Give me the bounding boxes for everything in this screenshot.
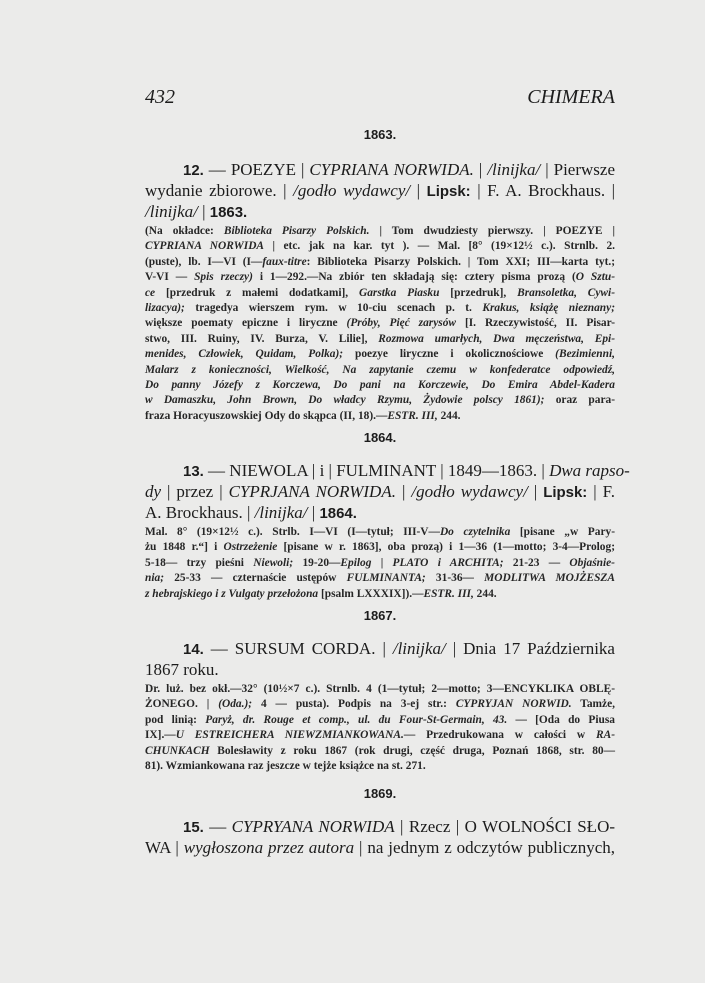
text-run: [pisane w r. 1863], oba prozą) i 1—36 (1—motto; 3-4—Prolog; — [277, 541, 615, 554]
text-line — [145, 587, 615, 602]
text-run: ESTR. III, — [423, 587, 474, 600]
text-line — [145, 556, 615, 571]
text-run: [I. Rzeczywistość, II. Pisar- — [456, 317, 615, 330]
text-line — [145, 239, 615, 254]
text-run: Lipsk: — [543, 484, 588, 502]
text-run: | etc. jak na kar. tyt ). — Mal. [8° (19×12½ c.). Strnlb. 2. — [264, 240, 615, 253]
text-run: | — [395, 482, 412, 502]
text-run: większe poematy epiczne i liryczne — [145, 317, 347, 330]
text-run: dy — [145, 482, 162, 502]
text-run: /linijka/ — [145, 202, 198, 221]
text-run: Bransoletka, Cywi- — [517, 286, 615, 299]
text-line — [145, 659, 615, 680]
text-line — [145, 393, 615, 408]
text-run: z hebrajskiego i z Vulgaty przełożona — [145, 587, 319, 600]
page-header — [145, 86, 615, 110]
text-run: (Oda.); — [218, 698, 253, 711]
text-line — [145, 744, 615, 759]
text-run: nia; — [145, 572, 164, 585]
text-line — [145, 481, 615, 502]
text-run: 31-36— — [425, 572, 485, 585]
text-run: 14. — [183, 641, 204, 659]
text-run: 1867 roku. — [145, 660, 219, 680]
text-run: fraza Horacyuszowskiej Ody do skąpca (II, 18).— — [145, 409, 388, 422]
text-run: faux-titre — [262, 255, 307, 268]
text-run: /linijka/ — [487, 160, 541, 179]
text-run: : Biblioteka Pisarzy Polskich. | Tom XXI; III—karta tyt.; — [306, 255, 615, 268]
text-run: Do czytelnika — [439, 526, 511, 539]
text-line — [145, 332, 615, 347]
text-run: 5-18— trzy pieśni — [145, 556, 254, 569]
text-line — [145, 270, 615, 285]
text-run: | — [307, 503, 320, 523]
text-run: Lipsk: — [426, 183, 471, 200]
text-run: Tamże, — [571, 698, 615, 711]
text-run: ESTR. III, — [387, 409, 438, 422]
text-run: 1863. — [209, 204, 248, 221]
year-section — [145, 127, 615, 424]
text-run: | Dnia 17 Października — [445, 639, 615, 659]
text-run: 1864. — [319, 505, 357, 523]
text-run: | — [473, 160, 488, 179]
text-run: | Pierwsze — [540, 160, 615, 179]
year-section — [145, 430, 630, 602]
entry-description — [145, 682, 615, 774]
text-run: 4 — pusta). Podpis na 3-ej str.: — [252, 698, 456, 711]
year-heading: 1863. — [363, 127, 397, 142]
text-run: żu 1848 r.“] i — [145, 541, 224, 554]
text-run: 244. — [473, 587, 497, 600]
year-section — [145, 608, 615, 774]
text-run: — SURSUM CORDA. | — [203, 639, 393, 659]
text-line — [145, 460, 630, 481]
text-run: Spis rzeczy) — [194, 271, 253, 284]
text-run: | przez | — [161, 482, 229, 502]
text-run: O Sztu- — [575, 271, 615, 284]
text-run: Krakus, książę nieznany; — [482, 301, 615, 314]
text-line — [145, 347, 615, 362]
text-run: IX].— — [145, 729, 176, 742]
text-run: stwo, III. Ruiny, IV. Burza, V. Lilie], — [145, 332, 379, 345]
text-line — [145, 525, 615, 540]
text-run: (Na okładce: — [145, 225, 224, 237]
text-run: — Przedrukowana w całości w — [403, 729, 596, 742]
text-run: V-VI — — [145, 271, 195, 284]
text-run: | F. A. Brockhaus. | — [470, 181, 616, 200]
text-run: lizacya); — [145, 301, 185, 314]
text-run: ce — [145, 286, 156, 299]
text-run: 12. — [183, 162, 204, 179]
text-run: CYPRIANA NORWIDA. — [309, 160, 474, 179]
text-run: i 1—292.—Na zbiór ten składają się: cztery pisma prozą ( — [252, 271, 576, 284]
text-run: 81). Wzmiankowana raz jeszcze w tejże książce na st. 271. — [145, 759, 426, 772]
text-run: | — [197, 202, 210, 221]
document-page — [145, 0, 630, 864]
text-run: Epilog — [340, 556, 372, 569]
text-run: | F. — [587, 482, 615, 502]
text-line — [145, 816, 615, 837]
text-run: CYPRYJAN NORWID. — [455, 698, 572, 711]
text-run: [przedruk], — [439, 286, 518, 299]
text-run: RA- — [596, 729, 615, 742]
text-line — [145, 378, 615, 393]
text-line — [145, 697, 615, 712]
text-line — [145, 180, 615, 201]
text-run: CYPRJANA NORWIDA. — [228, 482, 396, 502]
text-line — [145, 201, 615, 222]
text-run: FULMINANTA; — [346, 572, 426, 585]
text-run: oraz para- — [544, 394, 616, 407]
text-run: CYPRYANA NORWIDA — [231, 817, 395, 837]
text-line — [145, 255, 615, 270]
text-line — [145, 571, 615, 586]
text-run: (puste), lb. I—VI (I— — [145, 255, 263, 268]
text-run: — — [203, 817, 232, 837]
text-run: 13. — [183, 463, 204, 481]
text-run: Objaśnie- — [569, 556, 615, 569]
text-run: Paryż, dr. Rouge et comp., ul. du Four-St-Germain, 43. — [205, 713, 508, 726]
text-run: w Damaszku, John Brown, Do władcy Rzymu, Żydowie polscy 1861); — [145, 394, 545, 407]
text-run: /godło wydawcy/ — [411, 482, 528, 502]
text-run: pod linią: — [145, 713, 206, 726]
text-run: Garstka Piasku — [358, 286, 440, 299]
text-run: 19-20— — [293, 556, 341, 569]
text-run: Dr. luż. bez okł.—32° (10½×7 c.). Strnlb. 4 (1—tytuł; 2—motto; 3—ENCYKLIKA OBLĘ- — [145, 683, 615, 696]
text-line — [145, 363, 615, 378]
text-run: | Rzecz | O WOLNOŚCI SŁO- — [394, 817, 616, 837]
text-run: — [Oda do Piusa — [507, 713, 615, 726]
year-heading: 1867. — [363, 608, 397, 624]
text-run: wydanie zbiorowe. | — [145, 181, 294, 200]
text-line — [145, 837, 615, 858]
text-line — [145, 540, 615, 555]
text-line — [145, 316, 615, 331]
text-run: Rozmowa umarłych, Dwa męczeństwa, Epi- — [378, 332, 615, 345]
text-run: U ESTREICHERA NIEWZMIANKOWANA. — [175, 729, 404, 742]
text-run: 244. — [437, 409, 461, 422]
text-run: | — [410, 181, 427, 200]
text-run: CHUNKACH — [145, 744, 210, 757]
bibliographic-entry — [145, 460, 630, 523]
text-run: MODLITWA MOJŻESZA — [484, 572, 615, 585]
text-run: /linijka/ — [392, 639, 446, 659]
text-run: Malarz z konieczności, Wielkość, Na zapytanie czemu w konfederatce odpowiedź, — [145, 363, 615, 376]
text-line — [145, 159, 615, 180]
bibliographic-entry — [145, 816, 615, 858]
text-run: — NIEWOLA | i | FULMINANT | 1849—1863. | — [203, 461, 550, 481]
page-content — [145, 0, 630, 858]
text-run: CYPRIANA NORWIDA — [145, 240, 265, 253]
text-run: | — [371, 556, 393, 569]
text-run: [pisane „w Pary- — [510, 526, 615, 539]
text-run: Mal. 8° (19×12½ c.). Strlb. I—VI (I—tytuł; III-V— — [145, 526, 440, 539]
text-run: Niewoli; — [253, 556, 294, 569]
text-line — [145, 409, 615, 424]
text-run: menides, Człowiek, Quidam, Polka); — [145, 348, 344, 361]
text-run: wygłoszona przez autora — [183, 838, 355, 858]
year-section — [145, 786, 615, 858]
text-run: (Próby, Pięć zarysów — [346, 317, 457, 330]
text-run: Do panny Józefy z Korczewa, Do pani na Korczewie, Do Emira Abdel-Kadera — [145, 378, 615, 391]
text-run: WA | — [145, 838, 184, 858]
text-run: tragedya wierszem rym. w 10-ciu scenach p. t. — [184, 301, 483, 314]
text-run: [przedruk z małemi dodatkami], — [155, 286, 359, 299]
bibliographic-entry — [145, 638, 615, 680]
text-run: 25-33 — czternaście ustępów — [164, 572, 347, 585]
text-run: — POEZYE | — [203, 160, 310, 179]
bibliographic-entry — [145, 159, 615, 222]
text-run: /linijka/ — [254, 503, 308, 523]
text-line — [145, 713, 615, 728]
text-line — [145, 759, 615, 774]
text-line — [145, 301, 615, 316]
entry-description — [145, 525, 615, 602]
text-run: ŻONEGO. | — [145, 698, 219, 711]
text-line — [145, 728, 615, 743]
text-run: 21-23 — — [503, 556, 570, 569]
text-line — [145, 286, 615, 301]
year-heading: 1869. — [363, 786, 397, 802]
text-run: Ostrzeżenie — [223, 541, 278, 554]
text-run: A. Brockhaus. | — [145, 503, 255, 523]
text-run: | na jednym z odczytów publicznych, — [354, 838, 615, 858]
text-run: /godło wydawcy/ — [293, 181, 411, 200]
text-run: | Tom dwudziesty pierwszy. | POEZYE | — [369, 225, 615, 237]
text-run: | — [527, 482, 544, 502]
text-line — [145, 682, 615, 697]
text-line — [145, 502, 615, 523]
text-run: [psalm LXXXIX]).— — [318, 587, 424, 600]
entry-description — [145, 224, 615, 424]
year-heading: 1864. — [363, 430, 397, 446]
text-run: (Bezimienni, — [555, 348, 615, 361]
text-line — [145, 638, 615, 659]
text-run: Biblioteka Pisarzy Polskich. — [223, 225, 370, 237]
text-run: Dwa rapso- — [549, 461, 630, 481]
text-run: 15. — [183, 819, 204, 837]
text-run: poezye liryczne i okolicznościowe — [343, 348, 556, 361]
page-number: 432 — [145, 86, 175, 108]
running-title: CHIMERA — [527, 86, 615, 108]
text-line — [145, 224, 615, 239]
text-run: PLATO i ARCHITA; — [392, 556, 504, 569]
text-run: Bolesławity z roku 1867 (rok drugi, część druga, Poznań 1868, str. 80— — [209, 744, 615, 757]
